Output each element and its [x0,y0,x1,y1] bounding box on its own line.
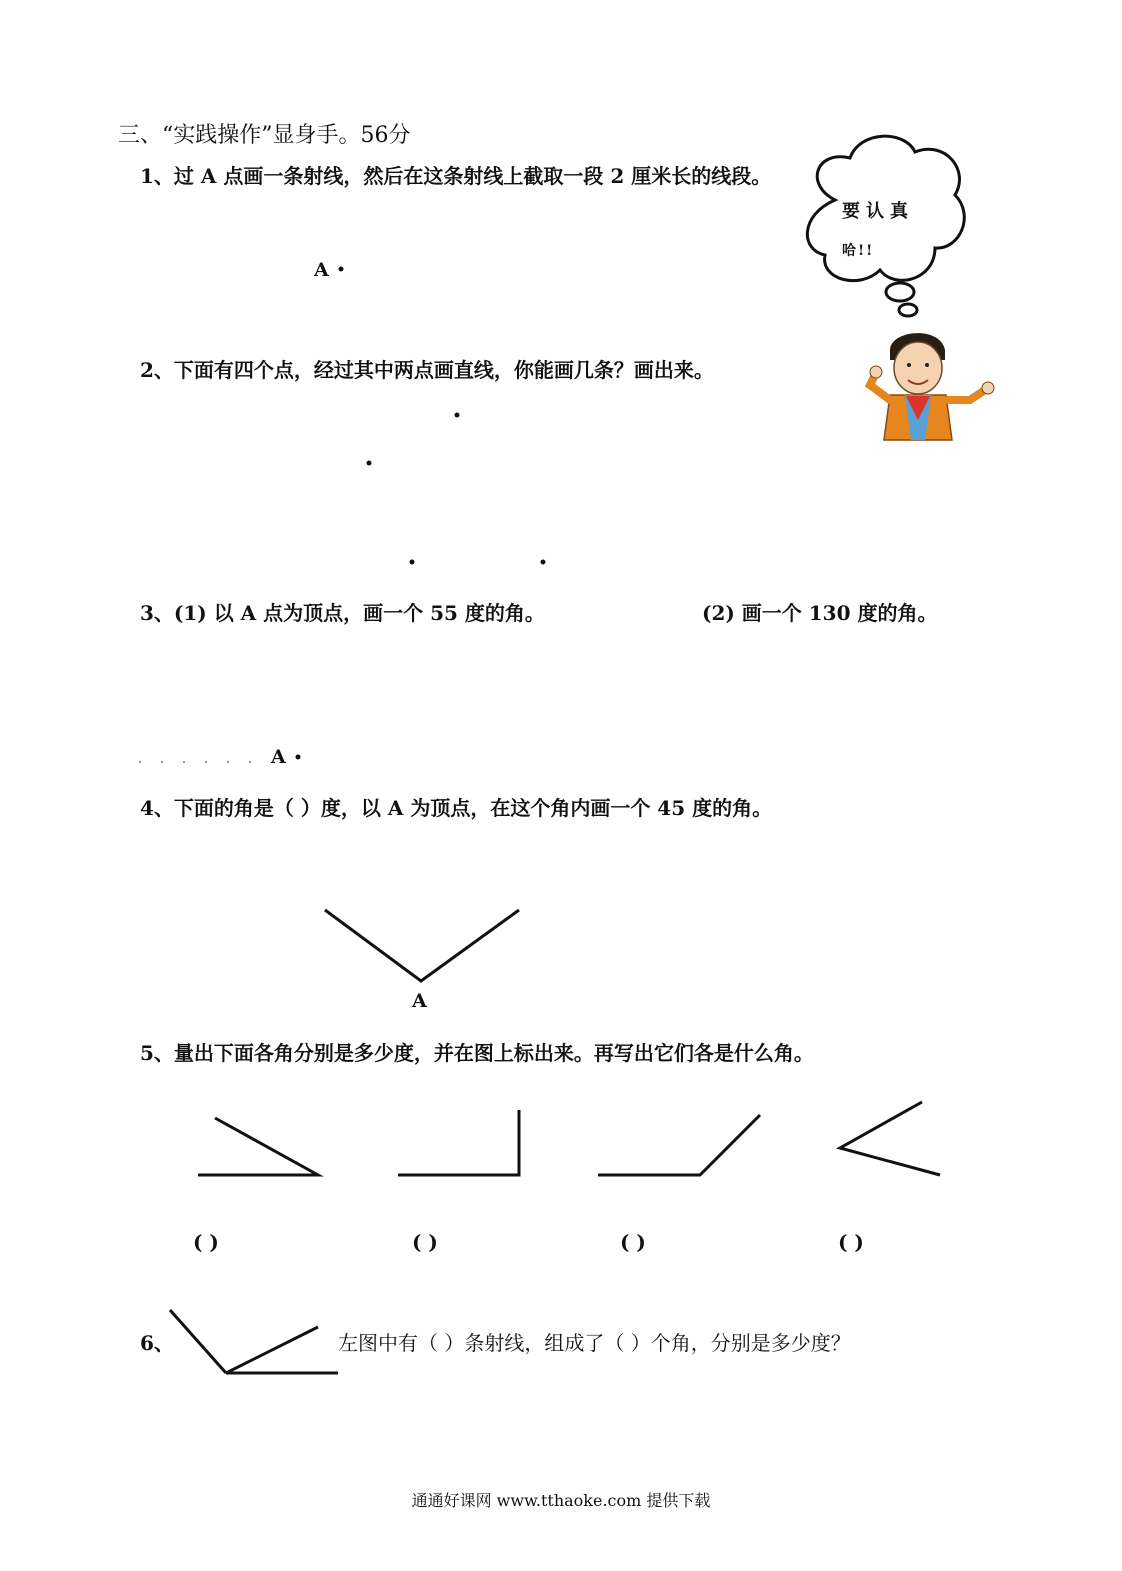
q4-vertex-label: A [412,990,427,1012]
q5-angle-2 [398,1110,519,1175]
section-title: 三、“实践操作”显身手。56分 [118,123,411,148]
q1-point-label: A [314,259,329,281]
q2-point-2 [367,461,372,466]
q5-angle-1 [198,1118,318,1175]
question-2: 2、下面有四个点，经过其中两点画直线，你能画几条？画出来。 [140,358,714,382]
q5-answer-blank-4: ( ) [838,1230,864,1254]
q4-angle [325,910,519,981]
q2-point-3 [410,560,415,565]
q5-answer-blank-2: ( ) [412,1230,438,1254]
q3-faint-dots [139,761,251,763]
q3-point-a [296,755,301,760]
footer-credit: 通通好课网 www.tthaoke.com 提供下载 [411,1491,711,1510]
question-3-part-1: 3、(1) 以 A 点为顶点，画一个 55 度的角。 [140,601,545,625]
q5-angle-4 [840,1102,940,1175]
question-1: 1、过 A 点画一条射线，然后在这条射线上截取一段 2 厘米长的线段。 [140,164,772,188]
question-4: 4、下面的角是（ ）度，以 A 为顶点，在这个角内画一个 45 度的角。 [140,796,773,820]
question-5: 5、量出下面各角分别是多少度，并在图上标出来。再写出它们各是什么角。 [140,1041,814,1065]
q5-answer-blank-3: ( ) [620,1230,646,1254]
question-6: 左图中有（ ）条射线，组成了（ ）个角，分别是多少度？ [338,1331,851,1355]
bubble-text-line-1: 要认真 [842,201,914,222]
thought-bubble [807,136,964,316]
q2-point-1 [455,413,460,418]
q5-angle-3 [598,1115,760,1175]
question-3-part-2: (2) 画一个 130 度的角。 [702,601,938,625]
question-6-number: 6、 [140,1331,174,1355]
q5-answer-blank-1: ( ) [193,1230,219,1254]
q3-point-label: A [271,746,286,768]
q6-rays-figure [170,1310,338,1373]
bubble-text-line-2: 哈!! [842,243,875,259]
q1-point-a [339,267,344,272]
cartoon-boy-illustration [870,333,994,440]
q2-point-4 [541,560,546,565]
